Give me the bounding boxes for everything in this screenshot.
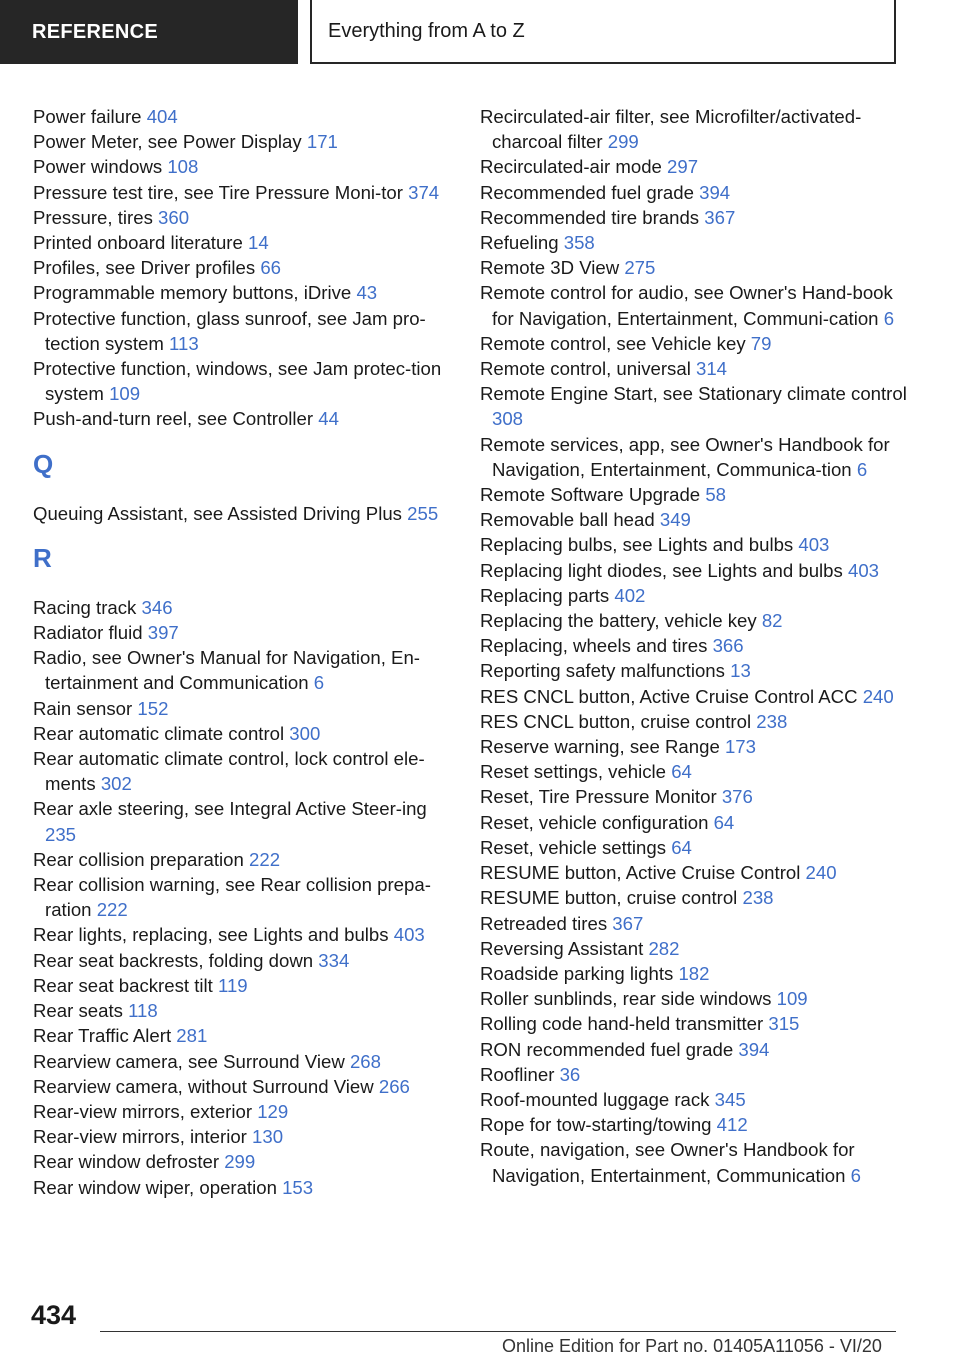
index-entry-text: Rear seat backrest tilt xyxy=(33,974,218,996)
index-entry xyxy=(33,872,443,922)
index-entry xyxy=(33,1074,443,1099)
index-entry xyxy=(480,885,910,910)
index-entry xyxy=(33,129,443,154)
page-reference-link[interactable]: 349 xyxy=(659,509,691,531)
page-reference-link[interactable]: 308 xyxy=(492,408,524,430)
index-entry-text: Recirculated-air filter, see Microfilter/activated-charcoal filter xyxy=(480,106,862,153)
page-number: 434 xyxy=(31,1300,77,1330)
index-entry xyxy=(480,911,910,936)
index-entry xyxy=(480,432,910,482)
index-entry xyxy=(33,998,443,1023)
index-entry xyxy=(480,633,910,658)
index-entry-text: Rear-view mirrors, exterior xyxy=(33,1100,258,1122)
index-entry-text: Remote control, see Vehicle key xyxy=(480,332,751,354)
page-reference-link[interactable]: 64 xyxy=(671,836,692,858)
index-entry xyxy=(480,532,910,557)
page-reference-link[interactable]: 412 xyxy=(716,1114,748,1136)
page-reference-link[interactable]: 394 xyxy=(738,1038,770,1060)
index-entry xyxy=(480,860,910,885)
page-reference-link[interactable]: 79 xyxy=(750,332,772,354)
footer-divider xyxy=(100,1331,896,1332)
page-reference-link[interactable]: 345 xyxy=(714,1088,746,1110)
index-entry-text: Remote 3D View xyxy=(480,257,625,279)
index-entry-text: Reset, Tire Pressure Monitor xyxy=(480,786,722,808)
index-entry-text: Rear Traffic Alert xyxy=(33,1025,177,1047)
index-entry xyxy=(33,154,443,179)
index-entry xyxy=(33,180,443,205)
index-entry xyxy=(480,936,910,961)
page-reference-link[interactable]: 367 xyxy=(612,912,644,934)
index-entry-text: Recommended tire brands xyxy=(480,206,705,228)
index-entry xyxy=(33,1175,443,1200)
index-entry xyxy=(480,583,910,608)
index-entry-text: Profiles, see Driver profiles xyxy=(33,257,261,279)
index-entry-text: Roofliner xyxy=(480,1063,560,1085)
index-entry-text: Reporting safety malfunctions xyxy=(480,660,731,682)
index-entry xyxy=(480,684,910,709)
page-reference-link[interactable]: 109 xyxy=(109,383,141,405)
index-entry-text: Rolling code hand-held transmitter xyxy=(480,1013,769,1035)
index-letter-heading: Q xyxy=(33,448,54,479)
index-entry-text: Rearview camera, see Surround View xyxy=(33,1050,350,1072)
index-entry-text: Programmable memory buttons, iDrive xyxy=(33,282,357,304)
page-reference-link[interactable]: 397 xyxy=(147,622,179,644)
index-entry-text: Recommended fuel grade xyxy=(480,181,700,203)
page-reference-link[interactable]: 394 xyxy=(699,181,731,203)
page-reference-link[interactable]: 238 xyxy=(742,887,774,909)
page-reference-link[interactable]: 129 xyxy=(257,1100,289,1122)
page-reference-link[interactable]: 366 xyxy=(712,635,744,657)
index-entry-text: Rope for tow-starting/towing xyxy=(480,1114,717,1136)
index-entry-text: Roadside parking lights xyxy=(480,962,679,984)
chapter-title: Everything from A to Z xyxy=(310,0,896,64)
index-entry xyxy=(480,1011,910,1036)
index-entry-text: Power Meter, see Power Display xyxy=(33,131,307,153)
index-entry-text: Pressure test tire, see Tire Pressure Moni‐tor xyxy=(33,181,409,203)
index-entry-text: Rear window wiper, operation xyxy=(33,1176,283,1198)
page-reference-link[interactable]: 109 xyxy=(776,988,808,1010)
page-reference-link[interactable]: 268 xyxy=(349,1050,381,1072)
page-reference-link[interactable]: 6 xyxy=(883,307,895,329)
page-reference-link[interactable]: 108 xyxy=(167,156,199,178)
page-reference-link[interactable]: 282 xyxy=(648,937,680,959)
index-entry-text: Route, navigation, see Owner's Handbook for Navigation, Entertainment, Communication xyxy=(480,1139,855,1186)
page-reference-link[interactable]: 404 xyxy=(146,106,178,127)
page-reference-link[interactable]: 130 xyxy=(252,1126,284,1148)
index-entry-text: Replacing bulbs, see Lights and bulbs xyxy=(480,534,799,556)
page-reference-link[interactable]: 314 xyxy=(696,358,728,380)
page-reference-link[interactable]: 374 xyxy=(408,181,440,203)
index-entry-text: Retreaded tires xyxy=(480,912,613,934)
page-reference-link[interactable]: 64 xyxy=(713,811,735,833)
page-reference-link[interactable]: 403 xyxy=(393,924,425,946)
index-entry xyxy=(480,205,910,230)
index-entry xyxy=(480,255,910,280)
index-entry-text: Rear lights, replacing, see Lights and bulbs xyxy=(33,924,394,946)
index-entry-text: Reset, vehicle configuration xyxy=(480,811,714,833)
index-entry xyxy=(33,973,443,998)
index-entry-text: Rear automatic climate control xyxy=(33,722,290,744)
index-column-right xyxy=(480,104,910,1188)
index-entry xyxy=(33,620,443,645)
page-reference-link[interactable]: 6 xyxy=(850,1164,861,1186)
page-reference-link[interactable]: 152 xyxy=(137,697,169,719)
index-entry xyxy=(480,709,910,734)
page-reference-link[interactable]: 300 xyxy=(289,722,321,744)
index-entry-text: Reversing Assistant xyxy=(480,937,649,959)
page-reference-link[interactable]: 403 xyxy=(848,559,880,581)
page-reference-link[interactable]: 66 xyxy=(260,257,282,279)
index-entry xyxy=(480,1037,910,1062)
index-entry-text: Remote Engine Start, see Stationary climate control xyxy=(480,383,907,405)
index-entry xyxy=(33,746,443,796)
page-reference-link[interactable]: 113 xyxy=(169,332,199,354)
page-reference-link[interactable]: 13 xyxy=(730,660,751,682)
index-entry xyxy=(480,961,910,986)
index-entry-text: Rearview camera, without Surround View xyxy=(33,1075,379,1097)
index-entry xyxy=(33,205,443,230)
page-reference-link[interactable]: 222 xyxy=(249,848,281,870)
page-reference-link[interactable]: 275 xyxy=(624,257,656,279)
page-reference-link[interactable]: 376 xyxy=(721,786,753,808)
index-entry xyxy=(480,180,910,205)
page-reference-link[interactable]: 64 xyxy=(671,761,692,783)
page-reference-link[interactable]: 36 xyxy=(559,1063,581,1085)
index-entry xyxy=(33,406,443,431)
page-reference-link[interactable]: 302 xyxy=(100,773,132,795)
index-entry-text: Reset, vehicle settings xyxy=(480,836,672,858)
index-entry-text: Roller sunblinds, rear side windows xyxy=(480,988,777,1010)
index-entry xyxy=(480,1112,910,1137)
index-entry-text: RES CNCL button, cruise control xyxy=(480,710,757,732)
page-reference-link[interactable]: 334 xyxy=(318,949,350,971)
index-entry xyxy=(480,658,910,683)
index-column-left xyxy=(33,104,443,1200)
index-entry xyxy=(480,381,910,431)
index-entry xyxy=(480,759,910,784)
index-entry xyxy=(480,482,910,507)
index-entry xyxy=(33,356,443,406)
index-letter-heading: R xyxy=(33,542,52,573)
page-reference-link[interactable]: 153 xyxy=(282,1176,314,1198)
page-reference-link[interactable]: 358 xyxy=(563,232,595,254)
page-reference-link[interactable]: 240 xyxy=(862,685,894,707)
index-entry xyxy=(480,784,910,809)
index-entry xyxy=(33,1099,443,1124)
page-reference-link[interactable]: 222 xyxy=(96,899,128,921)
index-entry xyxy=(480,331,910,356)
index-entry-text: Rear axle steering, see Integral Active Steer‐ing xyxy=(33,798,427,820)
index-entry xyxy=(33,230,443,255)
index-entry-text: Rear window defroster xyxy=(33,1151,225,1173)
page-reference-link[interactable]: 403 xyxy=(798,534,830,556)
page-reference-link[interactable]: 281 xyxy=(176,1025,208,1047)
page-reference-link[interactable]: 6 xyxy=(313,672,325,694)
index-entry-text: Racing track xyxy=(33,596,142,618)
index-entry-text: Replacing light diodes, see Lights and bulbs xyxy=(480,559,848,581)
index-entry xyxy=(480,230,910,255)
index-entry-text: Radiator fluid xyxy=(33,622,148,644)
page-reference-link[interactable]: 266 xyxy=(378,1075,410,1097)
index-entry-text: Reset settings, vehicle xyxy=(480,761,672,783)
index-entry xyxy=(33,1049,443,1074)
page-reference-link[interactable]: 235 xyxy=(45,823,77,845)
page-reference-link[interactable]: 255 xyxy=(407,502,439,524)
index-entry-text: Rear seat backrests, folding down xyxy=(33,949,319,971)
index-entry-text: Recirculated-air mode xyxy=(480,156,668,178)
index-entry xyxy=(33,1149,443,1174)
index-entry-text: Reserve warning, see Range xyxy=(480,736,725,758)
index-entry-text: Replacing the battery, vehicle key xyxy=(480,610,762,632)
page-reference-link[interactable]: 402 xyxy=(614,584,646,606)
index-entry xyxy=(33,255,443,280)
edition-note: Online Edition for Part no. 01405A11056 - VI/20 xyxy=(502,1336,882,1356)
index-entry-text: Printed onboard literature xyxy=(33,232,248,254)
index-entry xyxy=(480,356,910,381)
page-reference-link[interactable]: 360 xyxy=(158,206,190,228)
index-entry xyxy=(480,986,910,1011)
index-entry xyxy=(480,734,910,759)
index-entry-text: Power windows xyxy=(33,156,168,178)
index-entry xyxy=(480,558,910,583)
index-entry-text: RESUME button, Active Cruise Control xyxy=(480,862,806,884)
index-entry-text: Rear collision preparation xyxy=(33,848,250,870)
page-reference-link[interactable]: 14 xyxy=(248,232,269,254)
index-entry xyxy=(33,595,443,620)
index-entry-text: Rear automatic climate control, lock control ele‐ments xyxy=(33,748,425,795)
index-entry xyxy=(33,1124,443,1149)
index-entry xyxy=(33,948,443,973)
index-entry-text: Roof-mounted luggage rack xyxy=(480,1088,715,1110)
index-entry xyxy=(480,835,910,860)
index-entry xyxy=(33,696,443,721)
index-entry xyxy=(480,154,910,179)
page-reference-link[interactable]: 173 xyxy=(724,736,756,758)
index-entry-text: Replacing parts xyxy=(480,584,615,606)
index-entry xyxy=(480,1087,910,1112)
index-entry-text: RON recommended fuel grade xyxy=(480,1038,739,1060)
page-reference-link[interactable]: 44 xyxy=(318,408,339,430)
index-entry xyxy=(480,608,910,633)
page-reference-link[interactable]: 6 xyxy=(856,458,868,480)
index-entry xyxy=(33,1023,443,1048)
page-reference-link[interactable]: 240 xyxy=(805,862,837,884)
index-entry-text: Radio, see Owner's Manual for Navigation, En‐tertainment and Communication xyxy=(33,647,420,694)
index-entry-text: Remote control, universal xyxy=(480,358,696,380)
index-entry xyxy=(33,796,443,846)
index-entry-text: Queuing Assistant, see Assisted Driving Plus xyxy=(33,502,408,524)
index-entry xyxy=(33,847,443,872)
page-reference-link[interactable]: 299 xyxy=(224,1151,256,1173)
index-entry-text: Rain sensor xyxy=(33,697,138,719)
index-entry-text: RESUME button, cruise control xyxy=(480,887,743,909)
page-reference-link[interactable]: 297 xyxy=(667,156,699,178)
page-header xyxy=(0,0,960,66)
page-reference-link[interactable]: 171 xyxy=(306,131,338,153)
index-entry-text: Power failure xyxy=(33,106,147,127)
page-reference-link[interactable]: 299 xyxy=(607,131,639,153)
index-entry xyxy=(480,810,910,835)
section-tab: REFERENCE xyxy=(0,0,298,64)
index-entry-text: Push-and-turn reel, see Controller xyxy=(33,408,319,430)
index-entry-text: Rear-view mirrors, interior xyxy=(33,1126,253,1148)
page-reference-link[interactable]: 315 xyxy=(768,1013,800,1035)
index-entry-text: Refueling xyxy=(480,232,564,254)
index-entry-text: Remote services, app, see Owner's Handbook for Navigation, Entertainment, Communica‐tion xyxy=(480,433,890,480)
index-entry-text: Remote control for audio, see Owner's Hand‐book for Navigation, Entertainment, Communi‐cation xyxy=(480,282,893,329)
index-entry-text: Removable ball head xyxy=(480,509,660,531)
index-entry xyxy=(480,104,910,154)
page-reference-link[interactable]: 346 xyxy=(141,596,173,618)
index-entry-text: Rear collision warning, see Rear collision prepa‐ration xyxy=(33,874,431,921)
page-reference-link[interactable]: 367 xyxy=(704,206,736,228)
index-entry-text: Pressure, tires xyxy=(33,206,159,228)
index-entry-text: Protective function, windows, see Jam protec‐tion system xyxy=(33,358,442,405)
page-reference-link[interactable]: 118 xyxy=(128,1000,158,1022)
page-reference-link[interactable]: 119 xyxy=(217,974,248,996)
index-entry xyxy=(33,645,443,695)
index-entry xyxy=(480,507,910,532)
index-entry xyxy=(480,1137,910,1187)
index-entry-text: RES CNCL button, Active Cruise Control ACC xyxy=(480,685,863,707)
index-entry xyxy=(33,104,443,129)
index-entry xyxy=(33,280,443,305)
index-entry xyxy=(480,1062,910,1087)
index-entry xyxy=(33,922,443,947)
index-entry-text: Remote Software Upgrade xyxy=(480,484,706,506)
index-entry xyxy=(33,306,443,356)
page-reference-link[interactable]: 182 xyxy=(678,962,710,984)
index-entry-text: Protective function, glass sunroof, see Jam pro‐tection system xyxy=(33,307,426,354)
page-reference-link[interactable]: 238 xyxy=(756,710,788,732)
index-entry xyxy=(33,721,443,746)
page-reference-link[interactable]: 58 xyxy=(705,484,726,506)
index-entry xyxy=(33,501,443,526)
index-entry-text: Rear seats xyxy=(33,1000,129,1022)
index-entry-text: Replacing, wheels and tires xyxy=(480,635,713,657)
page-reference-link[interactable]: 43 xyxy=(356,282,378,304)
index-entry xyxy=(480,280,910,330)
page-reference-link[interactable]: 82 xyxy=(761,610,783,632)
